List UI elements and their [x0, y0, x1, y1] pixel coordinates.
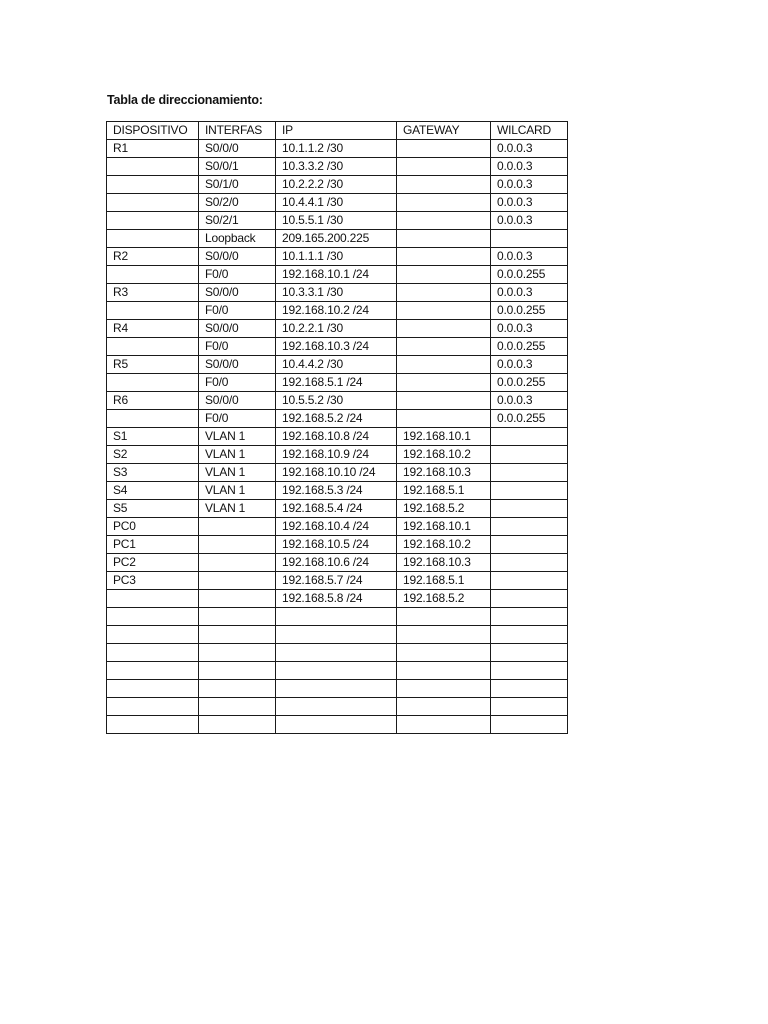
cell-gateway	[397, 644, 491, 662]
cell-wilcard	[491, 464, 568, 482]
cell-wilcard	[491, 482, 568, 500]
cell-dispositivo: PC1	[107, 536, 199, 554]
cell-gateway	[397, 230, 491, 248]
cell-interfas	[199, 572, 276, 590]
table-row	[107, 230, 568, 248]
cell-dispositivo	[107, 590, 199, 608]
cell-gateway	[397, 158, 491, 176]
cell-wilcard: 0.0.0.3	[491, 284, 568, 302]
cell-interfas: VLAN 1	[199, 464, 276, 482]
cell-gateway	[397, 608, 491, 626]
cell-ip	[276, 680, 397, 698]
cell-interfas: F0/0	[199, 374, 276, 392]
header-interfas: INTERFAS	[199, 122, 276, 140]
cell-gateway: 192.168.5.2	[397, 590, 491, 608]
cell-ip: 209.165.200.225	[276, 230, 397, 248]
cell-wilcard: 0.0.0.255	[491, 410, 568, 428]
cell-interfas: F0/0	[199, 266, 276, 284]
cell-gateway	[397, 374, 491, 392]
table-row	[107, 662, 568, 680]
cell-ip: 10.3.3.2 /30	[276, 158, 397, 176]
cell-ip: 192.168.10.8 /24	[276, 428, 397, 446]
header-dispositivo: DISPOSITIVO	[107, 122, 199, 140]
cell-interfas: F0/0	[199, 302, 276, 320]
cell-interfas	[199, 626, 276, 644]
cell-dispositivo	[107, 212, 199, 230]
cell-interfas: S0/0/0	[199, 392, 276, 410]
cell-interfas: VLAN 1	[199, 428, 276, 446]
cell-ip: 10.2.2.1 /30	[276, 320, 397, 338]
cell-wilcard	[491, 536, 568, 554]
header-ip: IP	[276, 122, 397, 140]
cell-gateway: 192.168.10.3	[397, 554, 491, 572]
table-row	[107, 158, 568, 176]
table-row	[107, 536, 568, 554]
cell-interfas: S0/0/1	[199, 158, 276, 176]
table-row	[107, 464, 568, 482]
cell-dispositivo	[107, 626, 199, 644]
cell-ip: 10.3.3.1 /30	[276, 284, 397, 302]
cell-wilcard	[491, 698, 568, 716]
cell-ip: 192.168.10.2 /24	[276, 302, 397, 320]
cell-wilcard: 0.0.0.255	[491, 302, 568, 320]
cell-interfas	[199, 554, 276, 572]
cell-gateway: 192.168.5.1	[397, 482, 491, 500]
cell-gateway	[397, 338, 491, 356]
table-row	[107, 392, 568, 410]
cell-gateway	[397, 194, 491, 212]
cell-dispositivo	[107, 158, 199, 176]
cell-wilcard: 0.0.0.3	[491, 320, 568, 338]
table-row	[107, 572, 568, 590]
cell-gateway	[397, 392, 491, 410]
cell-wilcard	[491, 500, 568, 518]
cell-gateway: 192.168.10.2	[397, 536, 491, 554]
cell-ip	[276, 608, 397, 626]
cell-dispositivo	[107, 410, 199, 428]
table-row	[107, 608, 568, 626]
cell-dispositivo	[107, 194, 199, 212]
cell-interfas	[199, 698, 276, 716]
cell-dispositivo	[107, 302, 199, 320]
cell-dispositivo: PC2	[107, 554, 199, 572]
cell-wilcard: 0.0.0.3	[491, 248, 568, 266]
table-row	[107, 410, 568, 428]
cell-gateway	[397, 698, 491, 716]
cell-ip: 10.5.5.2 /30	[276, 392, 397, 410]
cell-ip: 192.168.5.7 /24	[276, 572, 397, 590]
cell-wilcard	[491, 608, 568, 626]
cell-dispositivo: R5	[107, 356, 199, 374]
cell-dispositivo	[107, 680, 199, 698]
table-row	[107, 194, 568, 212]
cell-ip: 192.168.5.4 /24	[276, 500, 397, 518]
cell-interfas	[199, 518, 276, 536]
cell-dispositivo: R2	[107, 248, 199, 266]
cell-wilcard: 0.0.0.3	[491, 356, 568, 374]
table-row	[107, 248, 568, 266]
cell-dispositivo: S2	[107, 446, 199, 464]
cell-ip: 192.168.5.1 /24	[276, 374, 397, 392]
cell-gateway	[397, 716, 491, 734]
table-row	[107, 680, 568, 698]
cell-dispositivo: R4	[107, 320, 199, 338]
cell-wilcard: 0.0.0.3	[491, 212, 568, 230]
cell-wilcard	[491, 590, 568, 608]
cell-dispositivo	[107, 662, 199, 680]
table-body	[107, 140, 568, 734]
cell-interfas	[199, 680, 276, 698]
cell-interfas: F0/0	[199, 410, 276, 428]
cell-ip: 192.168.10.3 /24	[276, 338, 397, 356]
cell-ip: 192.168.10.1 /24	[276, 266, 397, 284]
cell-dispositivo	[107, 266, 199, 284]
cell-wilcard	[491, 716, 568, 734]
cell-wilcard	[491, 662, 568, 680]
cell-interfas: S0/0/0	[199, 140, 276, 158]
cell-gateway	[397, 356, 491, 374]
cell-ip: 10.1.1.1 /30	[276, 248, 397, 266]
cell-interfas	[199, 644, 276, 662]
cell-gateway	[397, 302, 491, 320]
cell-gateway	[397, 410, 491, 428]
cell-dispositivo: S1	[107, 428, 199, 446]
cell-gateway: 192.168.10.1	[397, 518, 491, 536]
cell-ip: 192.168.5.8 /24	[276, 590, 397, 608]
table-row	[107, 338, 568, 356]
cell-interfas: VLAN 1	[199, 482, 276, 500]
cell-interfas: S0/0/0	[199, 356, 276, 374]
cell-dispositivo	[107, 230, 199, 248]
cell-interfas: VLAN 1	[199, 446, 276, 464]
cell-ip	[276, 662, 397, 680]
cell-dispositivo: R3	[107, 284, 199, 302]
cell-interfas: S0/0/0	[199, 320, 276, 338]
table-row	[107, 446, 568, 464]
cell-ip: 10.1.1.2 /30	[276, 140, 397, 158]
cell-wilcard	[491, 428, 568, 446]
cell-gateway	[397, 662, 491, 680]
cell-interfas: S0/2/0	[199, 194, 276, 212]
cell-ip	[276, 644, 397, 662]
cell-wilcard: 0.0.0.3	[491, 176, 568, 194]
cell-wilcard	[491, 680, 568, 698]
table-row	[107, 356, 568, 374]
cell-dispositivo	[107, 608, 199, 626]
cell-dispositivo	[107, 644, 199, 662]
table-row	[107, 518, 568, 536]
cell-ip: 192.168.10.9 /24	[276, 446, 397, 464]
table-row	[107, 374, 568, 392]
cell-wilcard	[491, 572, 568, 590]
cell-dispositivo	[107, 698, 199, 716]
table-row	[107, 482, 568, 500]
cell-wilcard: 0.0.0.255	[491, 266, 568, 284]
table-row	[107, 428, 568, 446]
cell-gateway	[397, 248, 491, 266]
cell-wilcard: 0.0.0.255	[491, 374, 568, 392]
cell-dispositivo: S3	[107, 464, 199, 482]
table-row	[107, 644, 568, 662]
cell-gateway	[397, 626, 491, 644]
cell-gateway	[397, 140, 491, 158]
cell-interfas: S0/1/0	[199, 176, 276, 194]
document-title: Tabla de direccionamiento:	[107, 93, 263, 107]
cell-gateway: 192.168.10.1	[397, 428, 491, 446]
cell-gateway	[397, 680, 491, 698]
cell-interfas: VLAN 1	[199, 500, 276, 518]
cell-wilcard	[491, 644, 568, 662]
table-row	[107, 140, 568, 158]
header-wilcard: WILCARD	[491, 122, 568, 140]
cell-gateway	[397, 320, 491, 338]
cell-wilcard	[491, 446, 568, 464]
cell-interfas: S0/0/0	[199, 248, 276, 266]
table-row	[107, 500, 568, 518]
table-row	[107, 176, 568, 194]
cell-wilcard: 0.0.0.3	[491, 194, 568, 212]
cell-dispositivo	[107, 716, 199, 734]
cell-interfas: S0/0/0	[199, 284, 276, 302]
cell-gateway	[397, 284, 491, 302]
cell-dispositivo: S4	[107, 482, 199, 500]
header-gateway: GATEWAY	[397, 122, 491, 140]
table-header-row	[107, 122, 568, 140]
cell-ip	[276, 698, 397, 716]
cell-ip: 192.168.10.10 /24	[276, 464, 397, 482]
cell-gateway	[397, 212, 491, 230]
cell-interfas	[199, 608, 276, 626]
cell-wilcard: 0.0.0.255	[491, 338, 568, 356]
cell-ip	[276, 626, 397, 644]
cell-wilcard: 0.0.0.3	[491, 392, 568, 410]
cell-ip: 192.168.5.3 /24	[276, 482, 397, 500]
table-row	[107, 590, 568, 608]
table-row	[107, 266, 568, 284]
cell-gateway: 192.168.10.3	[397, 464, 491, 482]
cell-ip: 192.168.10.5 /24	[276, 536, 397, 554]
cell-wilcard: 0.0.0.3	[491, 140, 568, 158]
cell-ip: 10.2.2.2 /30	[276, 176, 397, 194]
cell-wilcard	[491, 554, 568, 572]
cell-wilcard	[491, 626, 568, 644]
cell-wilcard	[491, 230, 568, 248]
table-row	[107, 320, 568, 338]
cell-dispositivo	[107, 176, 199, 194]
table-row	[107, 284, 568, 302]
cell-ip: 10.4.4.2 /30	[276, 356, 397, 374]
cell-gateway: 192.168.5.2	[397, 500, 491, 518]
cell-interfas: S0/2/1	[199, 212, 276, 230]
cell-ip: 10.4.4.1 /30	[276, 194, 397, 212]
table-row	[107, 212, 568, 230]
cell-dispositivo: S5	[107, 500, 199, 518]
cell-dispositivo	[107, 374, 199, 392]
table-row	[107, 626, 568, 644]
cell-gateway: 192.168.10.2	[397, 446, 491, 464]
cell-interfas: Loopback	[199, 230, 276, 248]
cell-gateway	[397, 266, 491, 284]
table-row	[107, 554, 568, 572]
cell-dispositivo: R1	[107, 140, 199, 158]
cell-dispositivo: PC3	[107, 572, 199, 590]
cell-wilcard: 0.0.0.3	[491, 158, 568, 176]
cell-ip	[276, 716, 397, 734]
cell-dispositivo	[107, 338, 199, 356]
cell-ip: 192.168.5.2 /24	[276, 410, 397, 428]
cell-gateway	[397, 176, 491, 194]
addressing-table	[106, 121, 568, 734]
cell-interfas	[199, 716, 276, 734]
cell-dispositivo: PC0	[107, 518, 199, 536]
cell-gateway: 192.168.5.1	[397, 572, 491, 590]
table-row	[107, 698, 568, 716]
cell-ip: 192.168.10.6 /24	[276, 554, 397, 572]
cell-interfas	[199, 536, 276, 554]
cell-ip: 10.5.5.1 /30	[276, 212, 397, 230]
cell-ip: 192.168.10.4 /24	[276, 518, 397, 536]
cell-interfas	[199, 590, 276, 608]
table-row	[107, 716, 568, 734]
cell-dispositivo: R6	[107, 392, 199, 410]
table-row	[107, 302, 568, 320]
cell-interfas: F0/0	[199, 338, 276, 356]
cell-wilcard	[491, 518, 568, 536]
cell-interfas	[199, 662, 276, 680]
